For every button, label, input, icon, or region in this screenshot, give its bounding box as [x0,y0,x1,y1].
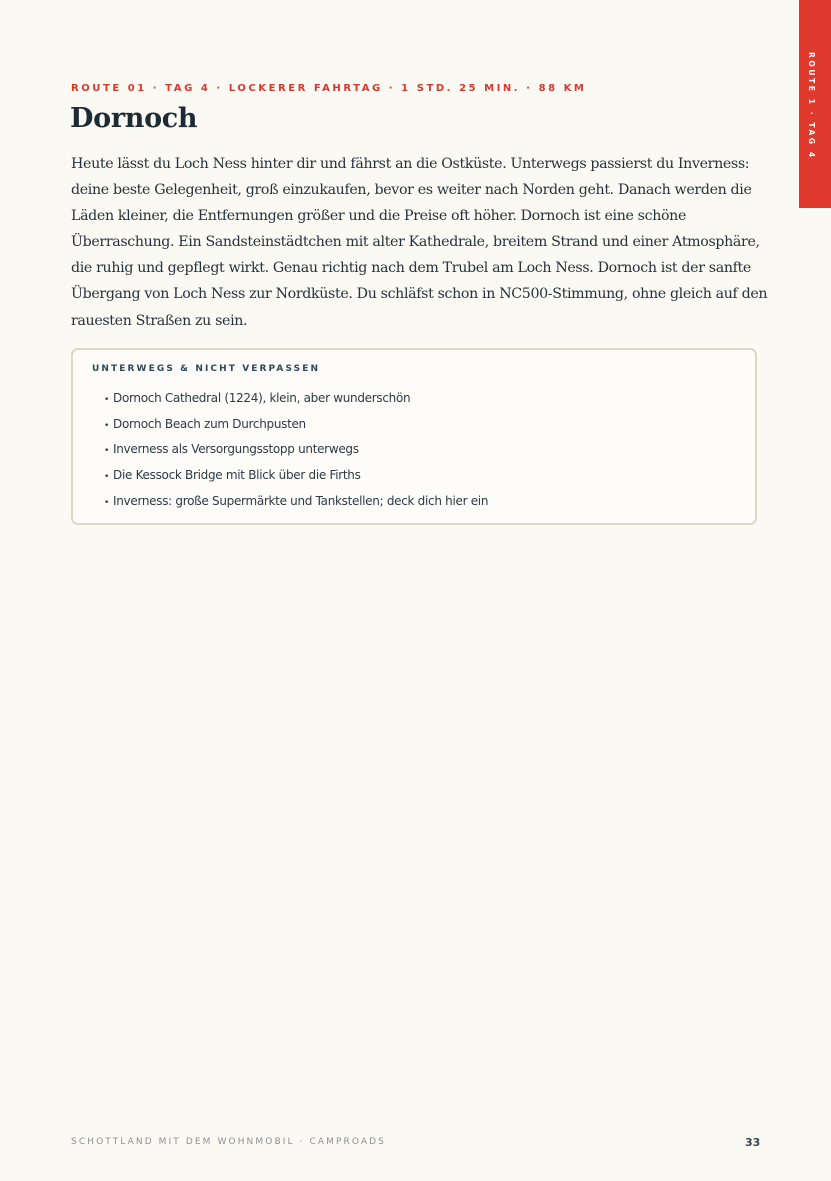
route-kicker: ROUTE 01 · TAG 4 · LOCKERER FAHRTAG · 1 STD. 25 MIN. · 88 KM [71,83,587,94]
highlights-box [71,348,757,525]
bullet-icon: • [104,472,110,483]
list-item-text: Dornoch Cathedral (1224), klein, aber wunderschön [113,391,411,405]
bullet-icon: • [104,446,110,457]
highlights-list [104,386,488,514]
list-item [104,489,488,515]
bullet-icon: • [104,395,110,405]
page-number: 33 [745,1136,761,1149]
bullet-icon: • [104,497,110,508]
bullet-icon: • [104,420,110,431]
footer-publication: SCHOTTLAND MIT DEM WOHNMOBIL · CAMPROADS [71,1137,386,1147]
list-item [104,463,488,489]
list-item [104,412,488,438]
list-item-text: Inverness als Versorgungsstopp unterwegs [113,442,359,457]
intro-paragraph: Heute lässt du Loch Ness hinter dir und fährst an die Ostküste. Unterwegs passierst du Inverness: deine beste Gelegenheit, groß einzukaufen, bevor es weiter nach Norden geht. Danach werden die Läden kleiner, die Entfernungen größer und die Preise oft höher. Dornoch ist eine schöne Überraschung. Ein Sandsteinstädtchen mit alter Kathedrale, breitem Strand und einer Atmosphäre, die ruhig und gepflegt wirkt. Genau richtig nach dem Trubel am Loch Ness. Dornoch ist der sanfte Übergang von Loch Ness zur Nordküste. Du schläfst schon in NC500-Stimmung, ohne gleich auf den rauesten Straßen zu sein. [71,156,768,329]
highlights-title: UNTERWEGS & NICHT VERPASSEN [92,364,321,374]
list-item-text: Die Kessock Bridge mit Blick über die Firths [113,468,361,483]
list-item-text: Inverness: große Supermärkte und Tankstellen; deck dich hier ein [113,493,489,508]
list-item [104,386,488,412]
page-title: Dornoch [70,103,198,134]
list-item-text: Dornoch Beach zum Durchpusten [113,416,306,431]
list-item [104,437,488,463]
chapter-side-tab-label: ROUTE 1 · TAG 4 [807,52,816,160]
